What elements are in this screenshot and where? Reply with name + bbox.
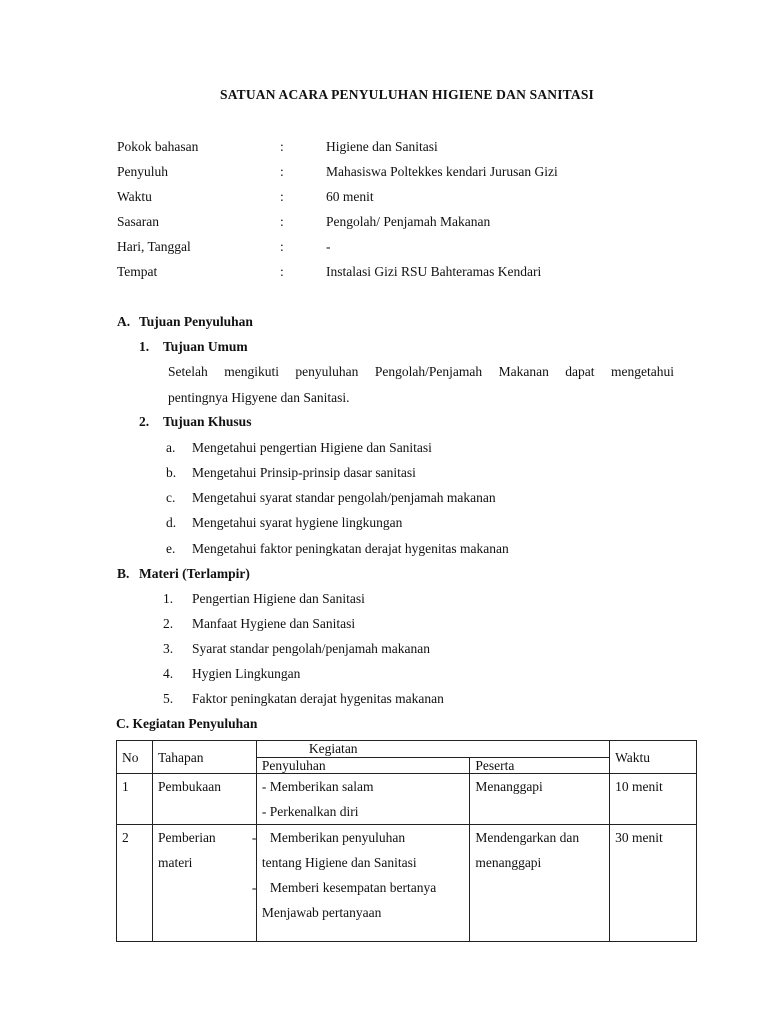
list-marker: c. — [166, 490, 176, 505]
header-kegiatan: Kegiatan — [256, 741, 609, 758]
table-header-row — [117, 741, 697, 758]
meta-label: Hari, Tanggal — [117, 239, 191, 254]
cell-no: 1 — [117, 774, 153, 825]
list-item: Mengetahui syarat hygiene lingkungan — [192, 515, 403, 530]
tujuan-umum-marker: 1. — [139, 339, 150, 354]
cell-line: tentang Higiene dan Sanitasi — [261, 855, 417, 870]
list-marker: b. — [166, 465, 177, 480]
cell-line: Pembukaan — [157, 779, 221, 794]
list-marker: 1. — [163, 591, 174, 606]
cell-line: Memberikan penyuluhan — [269, 830, 406, 845]
meta-label: Tempat — [117, 264, 158, 279]
tujuan-khusus-heading: Tujuan Khusus — [163, 414, 252, 429]
section-b-marker: B. — [117, 566, 130, 581]
section-b-heading: Materi (Terlampir) — [139, 566, 250, 581]
cell-no: 2 — [117, 825, 153, 942]
cell-line: Pemberian — [157, 830, 216, 845]
list-item: Mengetahui Prinsip-prinsip dasar sanitasi — [192, 465, 416, 480]
cell-waktu: 30 menit — [610, 825, 697, 942]
section-a-heading: Tujuan Penyuluhan — [139, 314, 253, 329]
bullet-dash: - — [251, 830, 257, 845]
list-marker: d. — [166, 515, 177, 530]
cell-line: - Memberikan salam — [261, 779, 374, 794]
tujuan-umum-text-line2: pentingnya Higyene dan Sanitasi. — [168, 390, 350, 405]
list-marker: 5. — [163, 691, 174, 706]
cell-tahapan — [152, 825, 256, 942]
bullet-dash: - — [251, 880, 257, 895]
meta-colon: : — [280, 264, 284, 279]
tujuan-khusus-marker: 2. — [139, 414, 150, 429]
cell-peserta — [470, 825, 610, 942]
list-marker: a. — [166, 440, 176, 455]
list-item: Manfaat Hygiene dan Sanitasi — [192, 616, 356, 631]
section-c-heading: C. Kegiatan Penyuluhan — [116, 716, 258, 731]
cell-line: Menanggapi — [475, 779, 543, 794]
meta-value: Instalasi Gizi RSU Bahteramas Kendari — [326, 264, 542, 279]
cell-line: Mendengarkan dan — [475, 830, 580, 845]
meta-value: 60 menit — [326, 189, 374, 204]
meta-value: Mahasiswa Poltekkes kendari Jurusan Gizi — [326, 164, 558, 179]
meta-label: Penyuluh — [117, 164, 169, 179]
meta-colon: : — [280, 139, 284, 154]
cell-line: - Perkenalkan diri — [261, 804, 359, 819]
header-peserta: Peserta — [470, 758, 610, 774]
list-item: Faktor peningkatan derajat hygenitas makanan — [192, 691, 444, 706]
list-marker: e. — [166, 541, 176, 556]
meta-colon: : — [280, 164, 284, 179]
cell-line: Memberi kesempatan bertanya — [269, 880, 437, 895]
cell-line: materi — [157, 855, 193, 870]
meta-colon: : — [280, 189, 284, 204]
list-item: Mengetahui syarat standar pengolah/penjamah makanan — [192, 490, 496, 505]
list-marker: 2. — [163, 616, 174, 631]
meta-colon: : — [280, 214, 284, 229]
list-item: Mengetahui faktor peningkatan derajat hygenitas makanan — [192, 541, 509, 556]
tujuan-umum-text-line1: Setelah mengikuti penyuluhan Pengolah/Penjamah Makanan dapat mengetahui — [168, 364, 674, 379]
cell-peserta — [470, 774, 610, 825]
table-row — [117, 825, 697, 942]
cell-penyuluhan — [256, 774, 470, 825]
header-penyuluhan: Penyuluhan — [256, 758, 470, 774]
cell-line: Menjawab pertanyaan — [261, 905, 382, 920]
meta-value: - — [326, 239, 331, 254]
meta-colon: : — [280, 239, 284, 254]
list-item: Hygien Lingkungan — [192, 666, 301, 681]
table-row — [117, 774, 697, 825]
meta-label: Pokok bahasan — [117, 139, 199, 154]
list-marker: 3. — [163, 641, 174, 656]
list-item: Syarat standar pengolah/penjamah makanan — [192, 641, 431, 656]
cell-penyuluhan — [251, 825, 470, 942]
list-item: Pengertian Higiene dan Sanitasi — [192, 591, 365, 606]
list-item: Mengetahui pengertian Higiene dan Sanitasi — [192, 440, 432, 455]
list-marker: 4. — [163, 666, 174, 681]
header-no: No — [117, 741, 153, 774]
tujuan-umum-heading: Tujuan Umum — [163, 339, 248, 354]
document-title: SATUAN ACARA PENYULUHAN HIGIENE DAN SANITASI — [220, 87, 594, 102]
header-waktu: Waktu — [610, 741, 697, 774]
meta-value: Pengolah/ Penjamah Makanan — [326, 214, 491, 229]
section-a-marker: A. — [117, 314, 131, 329]
cell-line: menanggapi — [475, 855, 542, 870]
cell-tahapan — [152, 774, 256, 825]
meta-label: Waktu — [117, 189, 152, 204]
meta-label: Sasaran — [117, 214, 159, 229]
kegiatan-table — [116, 740, 697, 942]
header-tahapan: Tahapan — [152, 741, 256, 774]
cell-waktu: 10 menit — [610, 774, 697, 825]
meta-value: Higiene dan Sanitasi — [326, 139, 438, 154]
